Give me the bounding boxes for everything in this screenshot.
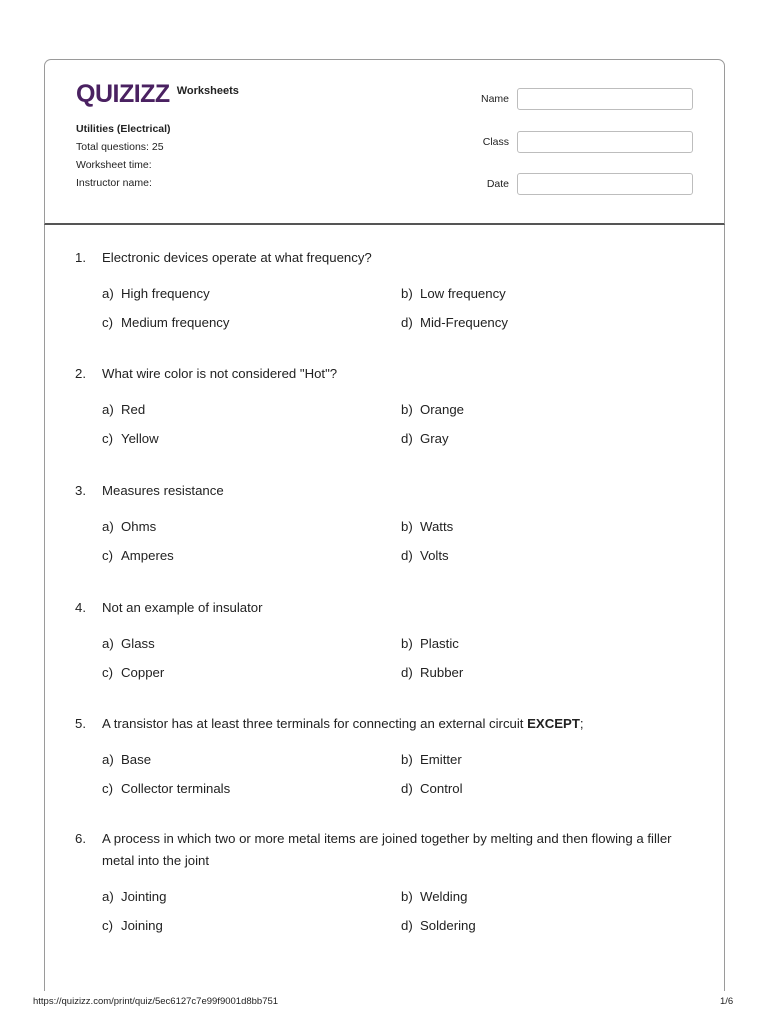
option-d[interactable] (401, 662, 661, 684)
answer-options (102, 283, 692, 334)
question-number: 6. (75, 831, 86, 846)
question-text-emphasis: EXCEPT (527, 716, 580, 731)
option-text: Copper (121, 665, 165, 680)
option-a[interactable] (102, 749, 401, 771)
option-text: Jointing (121, 889, 167, 904)
option-b[interactable] (401, 749, 661, 771)
question-number: 5. (75, 716, 86, 731)
option-text: Volts (420, 548, 449, 563)
question-number: 3. (75, 483, 86, 498)
question-text: Electronic devices operate at what frequency? (102, 250, 372, 265)
answer-options (102, 886, 692, 937)
option-b[interactable] (401, 886, 661, 908)
worksheet-time: Worksheet time: (76, 159, 152, 171)
option-letter: c) (102, 315, 113, 330)
question-text: A process in which two or more metal items are joined together by melting and then flowing a filler metal into the joint (102, 831, 672, 868)
option-letter: b) (401, 286, 413, 301)
option-letter: c) (102, 431, 113, 446)
option-text: High frequency (121, 286, 210, 301)
option-text: Rubber (420, 665, 464, 680)
option-text: Base (121, 752, 152, 767)
question-text: Not an example of insulator (102, 600, 263, 615)
option-b[interactable] (401, 283, 661, 305)
name-field[interactable] (517, 88, 693, 110)
quizizz-logo (76, 82, 239, 107)
name-field-row (465, 88, 693, 110)
option-a[interactable] (102, 886, 401, 908)
option-text: Gray (420, 431, 449, 446)
option-a[interactable] (102, 399, 401, 421)
option-d[interactable] (401, 428, 661, 450)
class-field-row (465, 131, 693, 153)
page-border-left (44, 225, 45, 991)
option-text: Ohms (121, 519, 157, 534)
option-letter: b) (401, 889, 413, 904)
option-text: Medium frequency (121, 315, 230, 330)
question-number: 1. (75, 250, 86, 265)
class-label: Class (482, 136, 509, 148)
option-a[interactable] (102, 633, 401, 655)
option-letter: a) (102, 519, 114, 534)
option-c[interactable] (102, 778, 401, 800)
option-c[interactable] (102, 545, 401, 567)
total-questions: Total questions: 25 (76, 141, 164, 153)
option-b[interactable] (401, 399, 661, 421)
option-text: Glass (121, 636, 155, 651)
worksheet-subject: Utilities (Electrical) (76, 123, 171, 135)
answer-options (102, 399, 692, 450)
class-field[interactable] (517, 131, 693, 153)
option-letter: a) (102, 402, 114, 417)
option-text: Emitter (420, 752, 462, 767)
answer-options (102, 749, 692, 800)
option-d[interactable] (401, 545, 661, 567)
option-letter: c) (102, 665, 113, 680)
question-4 (75, 597, 692, 684)
name-label: Name (480, 93, 509, 105)
option-text: Orange (420, 402, 464, 417)
option-c[interactable] (102, 915, 401, 937)
date-field[interactable] (517, 173, 693, 195)
option-letter: d) (401, 918, 413, 933)
question-5 (75, 713, 692, 800)
question-1 (75, 247, 692, 334)
option-text: Amperes (121, 548, 174, 563)
option-text: Soldering (420, 918, 476, 933)
option-letter: d) (401, 665, 413, 680)
option-letter: a) (102, 286, 114, 301)
worksheet-meta (76, 120, 171, 192)
question-text-part: A transistor has at least three terminals for connecting an external circuit (102, 716, 528, 731)
option-text: Collector terminals (121, 781, 231, 796)
logo-wordmark: QUIZIZZ (76, 80, 170, 108)
question-2 (75, 363, 692, 450)
footer-url[interactable]: https://quizizz.com/print/quiz/5ec6127c7e99f9001d8bb751 (33, 996, 279, 1007)
page-border-right (724, 225, 725, 991)
option-c[interactable] (102, 428, 401, 450)
option-b[interactable] (401, 633, 661, 655)
option-letter: c) (102, 781, 113, 796)
logo-subtitle: Worksheets (176, 85, 239, 97)
option-letter: d) (401, 781, 413, 796)
question-text (102, 713, 692, 735)
option-d[interactable] (401, 915, 661, 937)
option-letter: b) (401, 752, 413, 767)
question-text: Measures resistance (102, 483, 224, 498)
option-letter: b) (401, 636, 413, 651)
date-field-row (465, 173, 693, 195)
worksheet-header (44, 59, 725, 225)
option-letter: d) (401, 315, 413, 330)
option-letter: a) (102, 636, 114, 651)
option-letter: c) (102, 918, 113, 933)
instructor-name: Instructor name: (76, 177, 152, 189)
option-b[interactable] (401, 516, 661, 538)
option-letter: c) (102, 548, 113, 563)
option-text: Welding (420, 889, 468, 904)
option-text: Mid-Frequency (420, 315, 508, 330)
option-text: Watts (420, 519, 454, 534)
option-letter: d) (401, 548, 413, 563)
option-c[interactable] (102, 312, 401, 334)
option-text: Yellow (121, 431, 159, 446)
question-number: 4. (75, 600, 86, 615)
footer-page-number: 1/6 (720, 996, 734, 1007)
date-label: Date (486, 178, 509, 190)
question-text-part: ; (579, 716, 584, 731)
option-letter: a) (102, 752, 114, 767)
option-letter: b) (401, 519, 413, 534)
option-letter: b) (401, 402, 413, 417)
option-d[interactable] (401, 778, 661, 800)
answer-options (102, 633, 692, 684)
option-text: Control (420, 781, 463, 796)
option-text: Red (121, 402, 146, 417)
question-text: What wire color is not considered "Hot"? (102, 366, 338, 381)
option-text: Plastic (420, 636, 459, 651)
question-3 (75, 480, 692, 567)
question-6 (75, 828, 692, 937)
option-a[interactable] (102, 283, 401, 305)
option-letter: a) (102, 889, 114, 904)
option-letter: d) (401, 431, 413, 446)
question-number: 2. (75, 366, 86, 381)
option-text: Joining (121, 918, 163, 933)
option-c[interactable] (102, 662, 401, 684)
answer-options (102, 516, 692, 567)
option-d[interactable] (401, 312, 661, 334)
option-text: Low frequency (420, 286, 506, 301)
option-a[interactable] (102, 516, 401, 538)
